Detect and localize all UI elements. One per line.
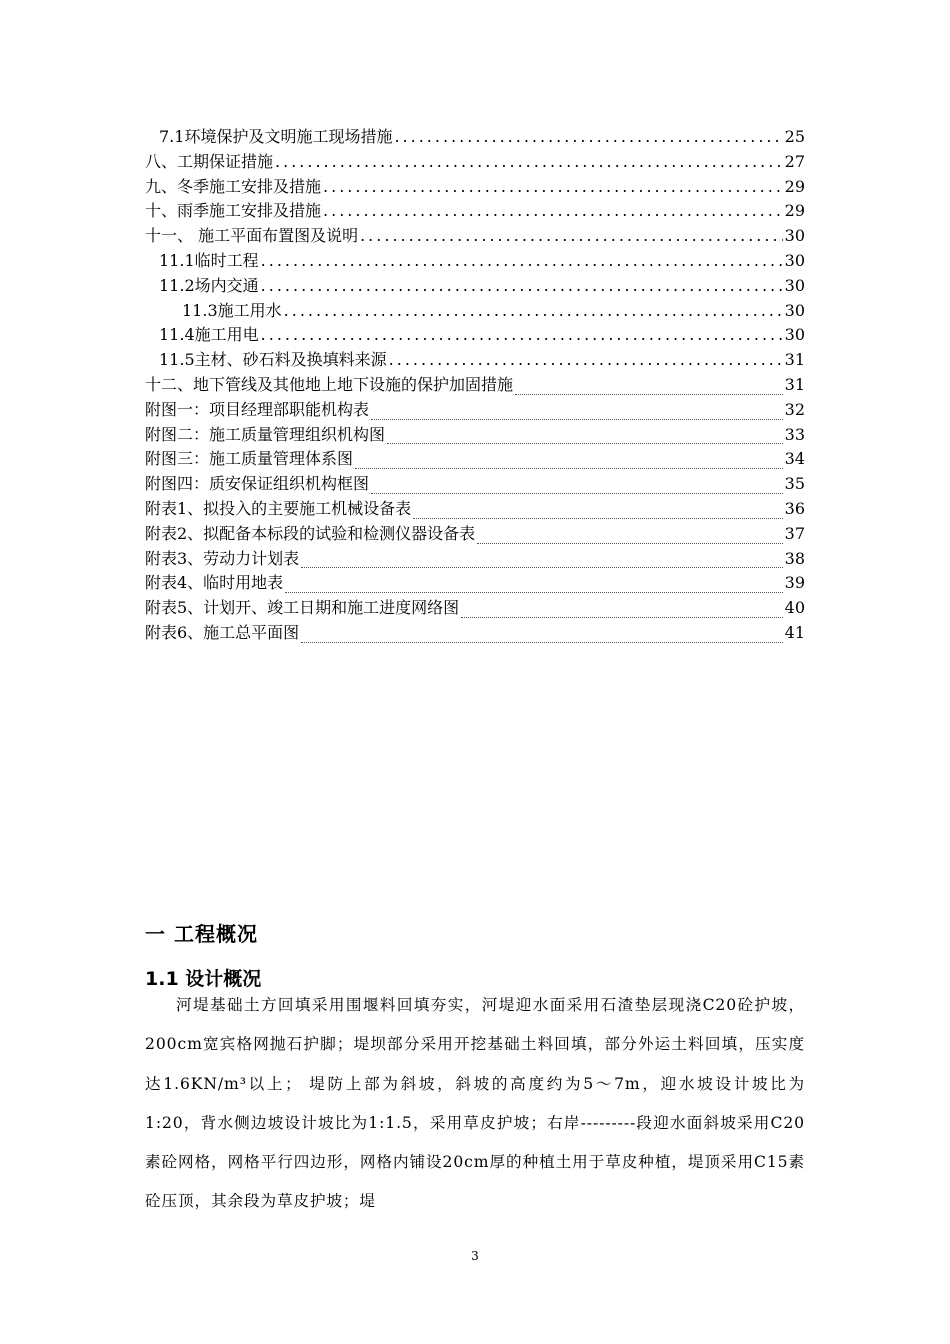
body-paragraph: 河堤基础土方回填采用围堰料回填夯实，河堤迎水面采用石渣垫层现浇C20砼护坡，200cm宽宾格网抛石护脚；堤坝部分采用开挖基础土料回填，部分外运土料回填，压实度达1.6KN/m³以上； 堤防上部为斜坡，斜坡的高度约为5～7m，迎水坡设计坡比为1:20，背水侧边坡设计坡比为1:1.5，采用草皮护坡；右岸---------段迎水面斜坡采用C20素砼网格，网格平行四边形，网格内铺设20cm厚的种植土用于草皮种植，堤顶采用C15素砼压顶，其余段为草皮护坡；堤 bbox=[145, 996, 805, 1211]
toc-entry[interactable] bbox=[145, 547, 805, 572]
toc-leader-dots bbox=[387, 429, 783, 444]
toc-leader-dots bbox=[360, 224, 783, 249]
toc-entry-page: 30 bbox=[784, 226, 805, 246]
toc-entry-page: 30 bbox=[784, 325, 805, 345]
toc-entry-page: 34 bbox=[784, 449, 805, 469]
toc-entry-label: 附表5、计划开、竣工日期和施工进度网络图 bbox=[145, 598, 460, 618]
toc-leader-dots bbox=[284, 299, 783, 324]
toc-leader-dots bbox=[413, 504, 782, 519]
toc-entry-label: 11.3施工用水 bbox=[182, 300, 282, 320]
toc-entry[interactable] bbox=[145, 472, 805, 497]
toc-leader-dots bbox=[355, 454, 783, 469]
toc-entry-page: 37 bbox=[784, 523, 805, 543]
toc-entry-page: 30 bbox=[784, 275, 805, 295]
toc-leader-dots bbox=[285, 578, 782, 593]
toc-entry-label: 附表2、拟配备本标段的试验和检测仪器设备表 bbox=[145, 523, 476, 543]
toc-entry[interactable] bbox=[145, 249, 805, 274]
toc-entry-page: 30 bbox=[784, 250, 805, 270]
toc-entry[interactable] bbox=[145, 596, 805, 621]
toc-entry-page: 41 bbox=[784, 622, 805, 642]
toc-entry-label: 附表4、临时用地表 bbox=[145, 573, 284, 593]
toc-entry[interactable] bbox=[145, 447, 805, 472]
body-text bbox=[145, 986, 805, 1222]
toc-entry-label: 八、工期保证措施 bbox=[145, 151, 274, 171]
toc-entry[interactable] bbox=[145, 348, 805, 373]
toc-entry-label: 11.5主材、砂石料及换填料来源 bbox=[159, 350, 387, 370]
toc-entry-page: 35 bbox=[784, 474, 805, 494]
toc-entry-label: 附图二：施工质量管理组织机构图 bbox=[145, 424, 386, 444]
toc-entry[interactable] bbox=[145, 323, 805, 348]
toc-entry-page: 27 bbox=[784, 151, 805, 171]
toc-entry-label: 附图四：质安保证组织机构框图 bbox=[145, 474, 370, 494]
toc-entry-page: 29 bbox=[784, 201, 805, 221]
page-number: 3 bbox=[471, 1249, 479, 1263]
toc-leader-dots bbox=[261, 323, 783, 348]
toc-entry[interactable] bbox=[145, 150, 805, 175]
toc-entry-page: 32 bbox=[784, 399, 805, 419]
toc-leader-dots bbox=[261, 274, 783, 299]
toc-leader-dots bbox=[301, 553, 782, 568]
toc-leader-dots bbox=[301, 628, 782, 643]
toc-entry-page: 33 bbox=[784, 424, 805, 444]
toc-entry-label: 附表6、施工总平面图 bbox=[145, 622, 300, 642]
toc-entry[interactable] bbox=[145, 175, 805, 200]
toc-entry[interactable] bbox=[145, 398, 805, 423]
toc-entry[interactable] bbox=[145, 423, 805, 448]
toc-entry-label: 附表3、劳动力计划表 bbox=[145, 548, 300, 568]
toc-entry-label: 附表1、拟投入的主要施工机械设备表 bbox=[145, 498, 412, 518]
toc-leader-dots bbox=[394, 125, 782, 150]
toc-entry[interactable] bbox=[145, 571, 805, 596]
section-heading: 1.1 设计概况 bbox=[145, 968, 262, 990]
toc-leader-dots bbox=[323, 199, 783, 224]
toc-entry[interactable] bbox=[145, 299, 805, 324]
toc-entry-page: 38 bbox=[784, 548, 805, 568]
toc-leader-dots bbox=[515, 380, 783, 395]
toc-entry-label: 附图三：施工质量管理体系图 bbox=[145, 449, 354, 469]
toc-entry-page: 25 bbox=[784, 127, 805, 146]
toc-entry-label: 11.2场内交通 bbox=[159, 275, 259, 295]
toc-entry[interactable] bbox=[145, 224, 805, 249]
toc-entry-label: 附图一：项目经理部职能机构表 bbox=[145, 399, 370, 419]
toc-leader-dots bbox=[389, 348, 783, 373]
toc-leader-dots bbox=[371, 479, 783, 494]
toc-leader-dots bbox=[461, 603, 782, 618]
toc-entry[interactable] bbox=[145, 274, 805, 299]
toc-leader-dots bbox=[261, 249, 783, 274]
toc-entry-page: 31 bbox=[784, 350, 805, 370]
toc-entry[interactable] bbox=[145, 125, 805, 150]
toc-entry-label: 十、雨季施工安排及措施 bbox=[145, 201, 322, 221]
toc-leader-dots bbox=[477, 529, 782, 544]
toc-entry-label: 十一、 施工平面布置图及说明 bbox=[145, 226, 359, 246]
toc-leader-dots bbox=[323, 175, 783, 200]
toc-entry-page: 36 bbox=[784, 498, 805, 518]
toc-entry[interactable] bbox=[145, 199, 805, 224]
toc-entry[interactable] bbox=[145, 373, 805, 398]
toc-leader-dots bbox=[371, 405, 783, 420]
toc-entry-label: 11.4施工用电 bbox=[159, 325, 259, 345]
toc-entry-page: 40 bbox=[784, 598, 805, 618]
toc-entry-label: 11.1临时工程 bbox=[159, 250, 259, 270]
toc-entry-label: 十二、地下管线及其他地上地下设施的保护加固措施 bbox=[145, 374, 514, 394]
toc-entry-page: 29 bbox=[784, 176, 805, 196]
toc-entry-label: 九、冬季施工安排及措施 bbox=[145, 176, 322, 196]
toc-entry[interactable] bbox=[145, 497, 805, 522]
toc-entry-page: 30 bbox=[784, 300, 805, 320]
table-of-contents bbox=[145, 125, 805, 646]
toc-entry[interactable] bbox=[145, 621, 805, 646]
toc-entry-page: 31 bbox=[784, 374, 805, 394]
toc-entry-label: 7.1环境保护及文明施工现场措施 bbox=[159, 127, 393, 146]
toc-leader-dots bbox=[275, 150, 783, 175]
chapter-heading: 一 工程概况 bbox=[145, 922, 258, 946]
toc-entry[interactable] bbox=[145, 522, 805, 547]
toc-entry-page: 39 bbox=[784, 573, 805, 593]
